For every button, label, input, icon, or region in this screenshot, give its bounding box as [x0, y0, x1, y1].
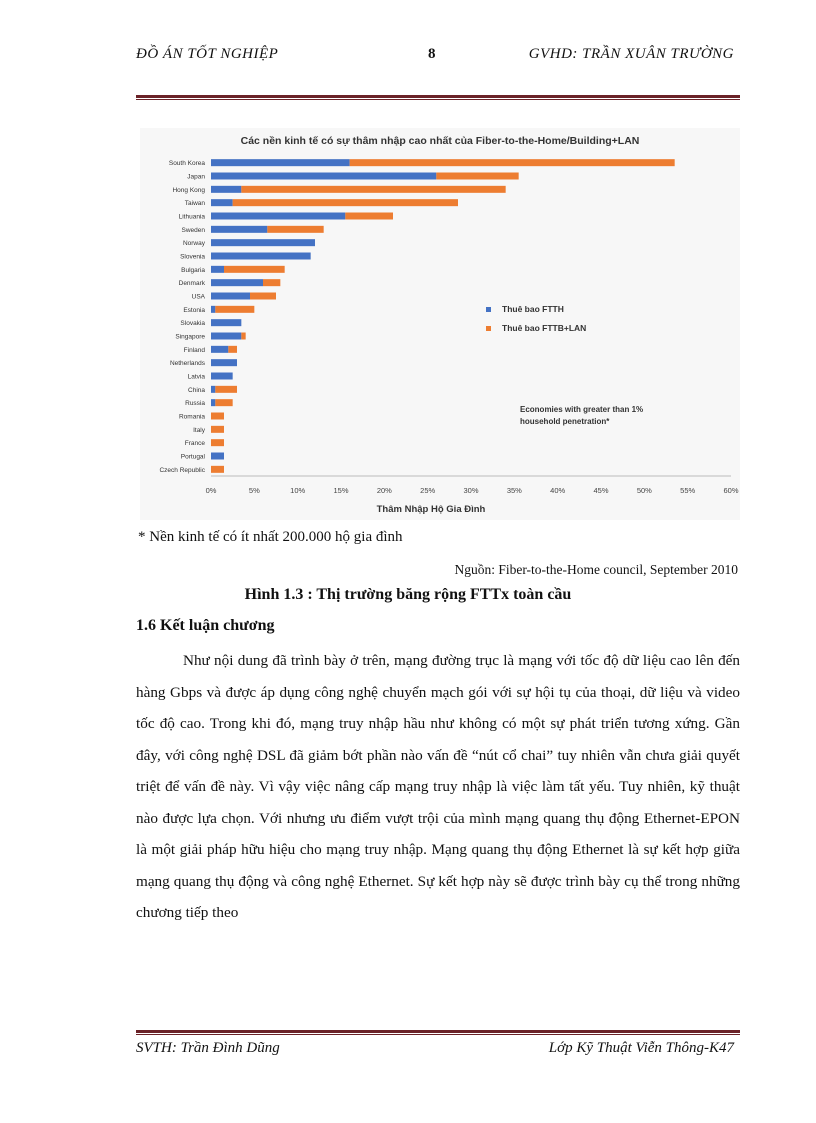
x-tick-label: 30%	[463, 486, 479, 495]
bar-fttb-lan	[211, 413, 224, 420]
category-label: Finland	[183, 346, 205, 354]
legend-label: Thuê bao FTTB+LAN	[502, 323, 587, 333]
x-axis-label: Thâm Nhập Hộ Gia Đình	[376, 504, 486, 515]
bar-ftth	[211, 373, 233, 380]
bar-fttb-lan	[241, 333, 245, 340]
footer-rule-thin	[136, 1034, 740, 1035]
category-label: Norway	[182, 240, 205, 248]
bar-ftth	[211, 253, 311, 260]
bar-ftth	[211, 306, 215, 313]
body-paragraph: Như nội dung đã trình bày ở trên, mạng đường trục là mạng với tốc độ dữ liệu cao lên đến hàng Gbps và được áp dụng công nghệ chuyển mạch gói với sự hội tụ của thoại, dữ liệu và video tốc độ cao. Trong khi đó, mạng truy nhập hầu như không có một sự phát triển tương xứng. Gần đây, với công nghệ DSL đã giảm bớt phần nào vấn đề “nút cổ chai” tuy nhiên vẫn chưa giải quyết triệt để vấn đề này. Vì vậy việc nâng cấp mạng truy nhập là việc làm tất yếu. Tuy nhiên, kỹ thuật nào được lựa chọn. Với nhưng ưu điểm vượt trội của mình mạng quang thụ động Ethernet-EPON là một giải pháp hữu hiệu cho mạng truy nhập. Mạng quang thụ động Ethernet là sự kết hợp giữa mạng quang thụ động và công nghệ Ethernet. Sự kết hợp này sẽ được trình bày cụ thể trong những chương tiếp theo	[136, 652, 740, 921]
bar-ftth	[211, 346, 228, 353]
fttx-chart	[140, 128, 740, 520]
bar-fttb-lan	[436, 173, 518, 180]
x-tick-label: 60%	[723, 486, 739, 495]
x-tick-label: 15%	[333, 486, 349, 495]
x-tick-label: 35%	[506, 486, 522, 495]
category-label: South Korea	[168, 160, 205, 168]
category-label: Japan	[187, 173, 205, 181]
category-label: Slovakia	[180, 320, 205, 328]
bar-ftth	[211, 159, 350, 166]
x-tick-label: 10%	[290, 486, 306, 495]
x-tick-label: 25%	[420, 486, 436, 495]
bar-ftth	[211, 293, 250, 300]
chart-note: * Nền kinh tế có ít nhất 200.000 hộ gia đình	[138, 529, 403, 545]
bar-ftth	[211, 333, 241, 340]
category-label: Latvia	[187, 373, 205, 381]
category-label: Singapore	[175, 333, 205, 341]
bar-ftth	[211, 199, 233, 206]
page-number: 8	[428, 46, 436, 62]
category-label: Czech Republic	[159, 466, 205, 474]
category-label: Sweden	[181, 226, 205, 234]
category-label: USA	[191, 293, 205, 301]
header-rule-thin	[136, 99, 740, 100]
header-rule	[136, 95, 740, 98]
bar-ftth	[211, 226, 267, 233]
bar-fttb-lan	[250, 293, 276, 300]
bar-ftth	[211, 239, 315, 246]
bar-fttb-lan	[241, 186, 505, 193]
bar-fttb-lan	[224, 266, 285, 273]
category-label: Italy	[193, 426, 205, 434]
section-heading: 1.6 Kết luận chương	[136, 617, 275, 634]
footer-right: Lớp Kỹ Thuật Viễn Thông-K47	[548, 1040, 734, 1056]
x-tick-label: 0%	[205, 486, 217, 495]
bar-fttb-lan	[228, 346, 237, 353]
bar-ftth	[211, 319, 241, 326]
category-label: Portugal	[180, 453, 205, 461]
bar-ftth	[211, 453, 224, 460]
bar-ftth	[211, 186, 241, 193]
legend-swatch	[486, 326, 491, 331]
bar-fttb-lan	[267, 226, 323, 233]
x-tick-label: 55%	[680, 486, 696, 495]
bar-ftth	[211, 173, 436, 180]
bar-ftth	[211, 386, 215, 393]
header-left: ĐỒ ÁN TỐT NGHIỆP	[136, 46, 279, 62]
category-label: Estonia	[183, 306, 205, 314]
bar-fttb-lan	[350, 159, 675, 166]
bar-fttb-lan	[263, 279, 280, 286]
legend-label: Thuê bao FTTH	[502, 304, 564, 314]
bar-fttb-lan	[211, 439, 224, 446]
category-label: China	[188, 386, 205, 394]
category-label: France	[184, 440, 205, 448]
x-tick-label: 50%	[636, 486, 652, 495]
x-tick-label: 40%	[550, 486, 566, 495]
header-right: GVHD: TRẦN XUÂN TRƯỜNG	[528, 46, 734, 62]
category-label: Lithuania	[178, 213, 205, 221]
legend-swatch	[486, 307, 491, 312]
figure-caption: Hình 1.3 : Thị trường băng rộng FTTx toàn cầu	[244, 586, 572, 603]
x-tick-label: 45%	[593, 486, 609, 495]
chart-title: Các nền kinh tế có sự thâm nhập cao nhất của Fiber-to-the-Home/Building+LAN	[240, 135, 640, 147]
category-label: Netherlands	[169, 360, 205, 368]
category-label: Slovenia	[180, 253, 205, 261]
x-tick-label: 5%	[248, 486, 260, 495]
bar-fttb-lan	[211, 426, 224, 433]
bar-ftth	[211, 359, 237, 366]
bar-ftth	[211, 399, 215, 406]
chart-annotation-line: Economies with greater than 1%	[520, 405, 644, 414]
category-label: Bulgaria	[181, 266, 205, 274]
chart-figure	[140, 128, 740, 520]
bar-ftth	[211, 266, 224, 273]
bar-fttb-lan	[211, 466, 224, 473]
bar-fttb-lan	[215, 399, 232, 406]
footer-rule	[136, 1030, 740, 1033]
category-label: Romania	[178, 413, 205, 421]
bar-fttb-lan	[215, 386, 237, 393]
category-label: Russia	[185, 400, 205, 408]
bar-ftth	[211, 279, 263, 286]
bar-fttb-lan	[345, 213, 393, 220]
bar-fttb-lan	[233, 199, 458, 206]
chart-annotation-line: household penetration*	[520, 417, 610, 426]
footer-left: SVTH: Trần Đình Dũng	[136, 1040, 280, 1056]
category-label: Taiwan	[184, 200, 205, 208]
chart-source: Nguồn: Fiber-to-the-Home council, September 2010	[454, 562, 738, 577]
category-label: Denmark	[178, 280, 205, 288]
x-tick-label: 20%	[376, 486, 392, 495]
category-label: Hong Kong	[172, 186, 205, 194]
bar-fttb-lan	[215, 306, 254, 313]
bar-ftth	[211, 213, 345, 220]
